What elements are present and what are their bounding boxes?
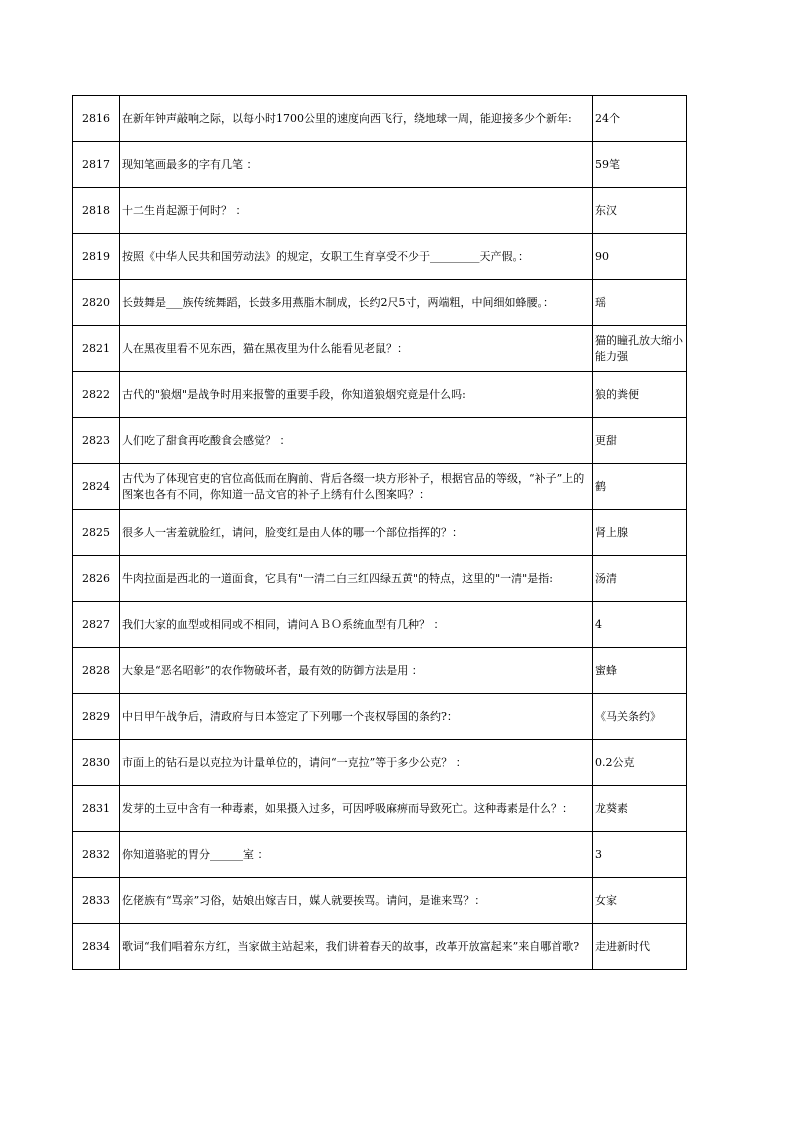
answer-text: 《马关条约》	[593, 694, 687, 740]
question-text: 发芽的土豆中含有一种毒素，如果摄入过多，可因呼吸麻痹而导致死亡。这种毒素是什么？：	[120, 786, 593, 832]
question-text: 我们大家的血型或相同或不相同，请问ＡＢＯ系统血型有几种？ ：	[120, 602, 593, 648]
answer-text: 龙葵素	[593, 786, 687, 832]
table-row	[73, 510, 687, 556]
table-row	[73, 648, 687, 694]
question-number: 2821	[73, 326, 120, 372]
question-text: 中日甲午战争后，清政府与日本签定了下列哪一个丧权辱国的条约?：	[120, 694, 593, 740]
question-number: 2820	[73, 280, 120, 326]
answer-text: 猫的瞳孔放大缩小能力强	[593, 326, 687, 372]
question-number: 2829	[73, 694, 120, 740]
answer-text: 肾上腺	[593, 510, 687, 556]
question-text: 人们吃了甜食再吃酸食会感觉？ ：	[120, 418, 593, 464]
question-number: 2832	[73, 832, 120, 878]
answer-text: 59笔	[593, 142, 687, 188]
question-text: 古代的"狼烟"是战争时用来报警的重要手段，你知道狼烟究竟是什么吗:	[120, 372, 593, 418]
question-number: 2818	[73, 188, 120, 234]
question-text: 现知笔画最多的字有几笔 ：	[120, 142, 593, 188]
question-text: 歌词“我们唱着东方红，当家做主站起来，我们讲着春天的故事，改革开放富起来”来自哪首歌?	[120, 924, 593, 970]
table-row	[73, 556, 687, 602]
table-row	[73, 924, 687, 970]
question-number: 2824	[73, 464, 120, 510]
quiz-table	[72, 95, 687, 970]
answer-text: 蜜蜂	[593, 648, 687, 694]
question-text: 在新年钟声敲响之际，以每小时1700公里的速度向西飞行，绕地球一周，能迎接多少个新年:	[120, 96, 593, 142]
table-row	[73, 326, 687, 372]
table-row	[73, 418, 687, 464]
table-row	[73, 234, 687, 280]
question-number: 2816	[73, 96, 120, 142]
question-number: 2826	[73, 556, 120, 602]
table-row	[73, 188, 687, 234]
table-row	[73, 464, 687, 510]
answer-text: 东汉	[593, 188, 687, 234]
table-row	[73, 602, 687, 648]
question-number: 2831	[73, 786, 120, 832]
question-number: 2834	[73, 924, 120, 970]
answer-text: 4	[593, 602, 687, 648]
question-number: 2819	[73, 234, 120, 280]
table-row	[73, 740, 687, 786]
question-text: 长鼓舞是___族传统舞蹈，长鼓多用燕脂木制成，长约2尺5寸，两端粗，中间细如蜂腰。：	[120, 280, 593, 326]
answer-text: 鹤	[593, 464, 687, 510]
question-text: 按照《中华人民共和国劳动法》的规定，女职工生育享受不少于_________天产假。：	[120, 234, 593, 280]
question-number: 2827	[73, 602, 120, 648]
answer-text: 24个	[593, 96, 687, 142]
question-text: 十二生肖起源于何时？ ：	[120, 188, 593, 234]
question-text: 很多人一害羞就脸红，请问，脸变红是由人体的哪一个部位指挥的？：	[120, 510, 593, 556]
question-number: 2830	[73, 740, 120, 786]
table-row	[73, 142, 687, 188]
question-number: 2823	[73, 418, 120, 464]
question-text: 人在黑夜里看不见东西，猫在黑夜里为什么能看见老鼠？：	[120, 326, 593, 372]
question-number: 2817	[73, 142, 120, 188]
question-number: 2825	[73, 510, 120, 556]
question-text: 大象是“恶名昭彰”的农作物破坏者，最有效的防御方法是用 ：	[120, 648, 593, 694]
question-text: 市面上的钻石是以克拉为计量单位的，请问“一克拉”等于多少公克？ ：	[120, 740, 593, 786]
answer-text: 3	[593, 832, 687, 878]
table-row	[73, 280, 687, 326]
question-number: 2833	[73, 878, 120, 924]
table-row	[73, 694, 687, 740]
question-number: 2822	[73, 372, 120, 418]
answer-text: 0.2公克	[593, 740, 687, 786]
answer-text: 女家	[593, 878, 687, 924]
answer-text: 瑶	[593, 280, 687, 326]
table-row	[73, 786, 687, 832]
answer-text: 90	[593, 234, 687, 280]
question-text: 仡佬族有“骂亲”习俗，姑娘出嫁吉日，媒人就要挨骂。请问，是谁来骂？：	[120, 878, 593, 924]
question-text: 古代为了体现官吏的官位高低而在胸前、背后各缀一块方形补子，根据官品的等级，“补子”上的图案也各有不同，你知道一品文官的补子上绣有什么图案吗？：	[120, 464, 593, 510]
answer-text: 狼的粪便	[593, 372, 687, 418]
question-text: 牛肉拉面是西北的一道面食，它具有"一清二白三红四绿五黄"的特点，这里的"一清"是指:	[120, 556, 593, 602]
answer-text: 汤清	[593, 556, 687, 602]
table-row	[73, 96, 687, 142]
table-row	[73, 832, 687, 878]
quiz-table-body	[73, 96, 687, 970]
table-row	[73, 878, 687, 924]
question-text: 你知道骆驼的胃分______室 ：	[120, 832, 593, 878]
table-row	[73, 372, 687, 418]
answer-text: 更甜	[593, 418, 687, 464]
question-number: 2828	[73, 648, 120, 694]
answer-text: 走进新时代	[593, 924, 687, 970]
